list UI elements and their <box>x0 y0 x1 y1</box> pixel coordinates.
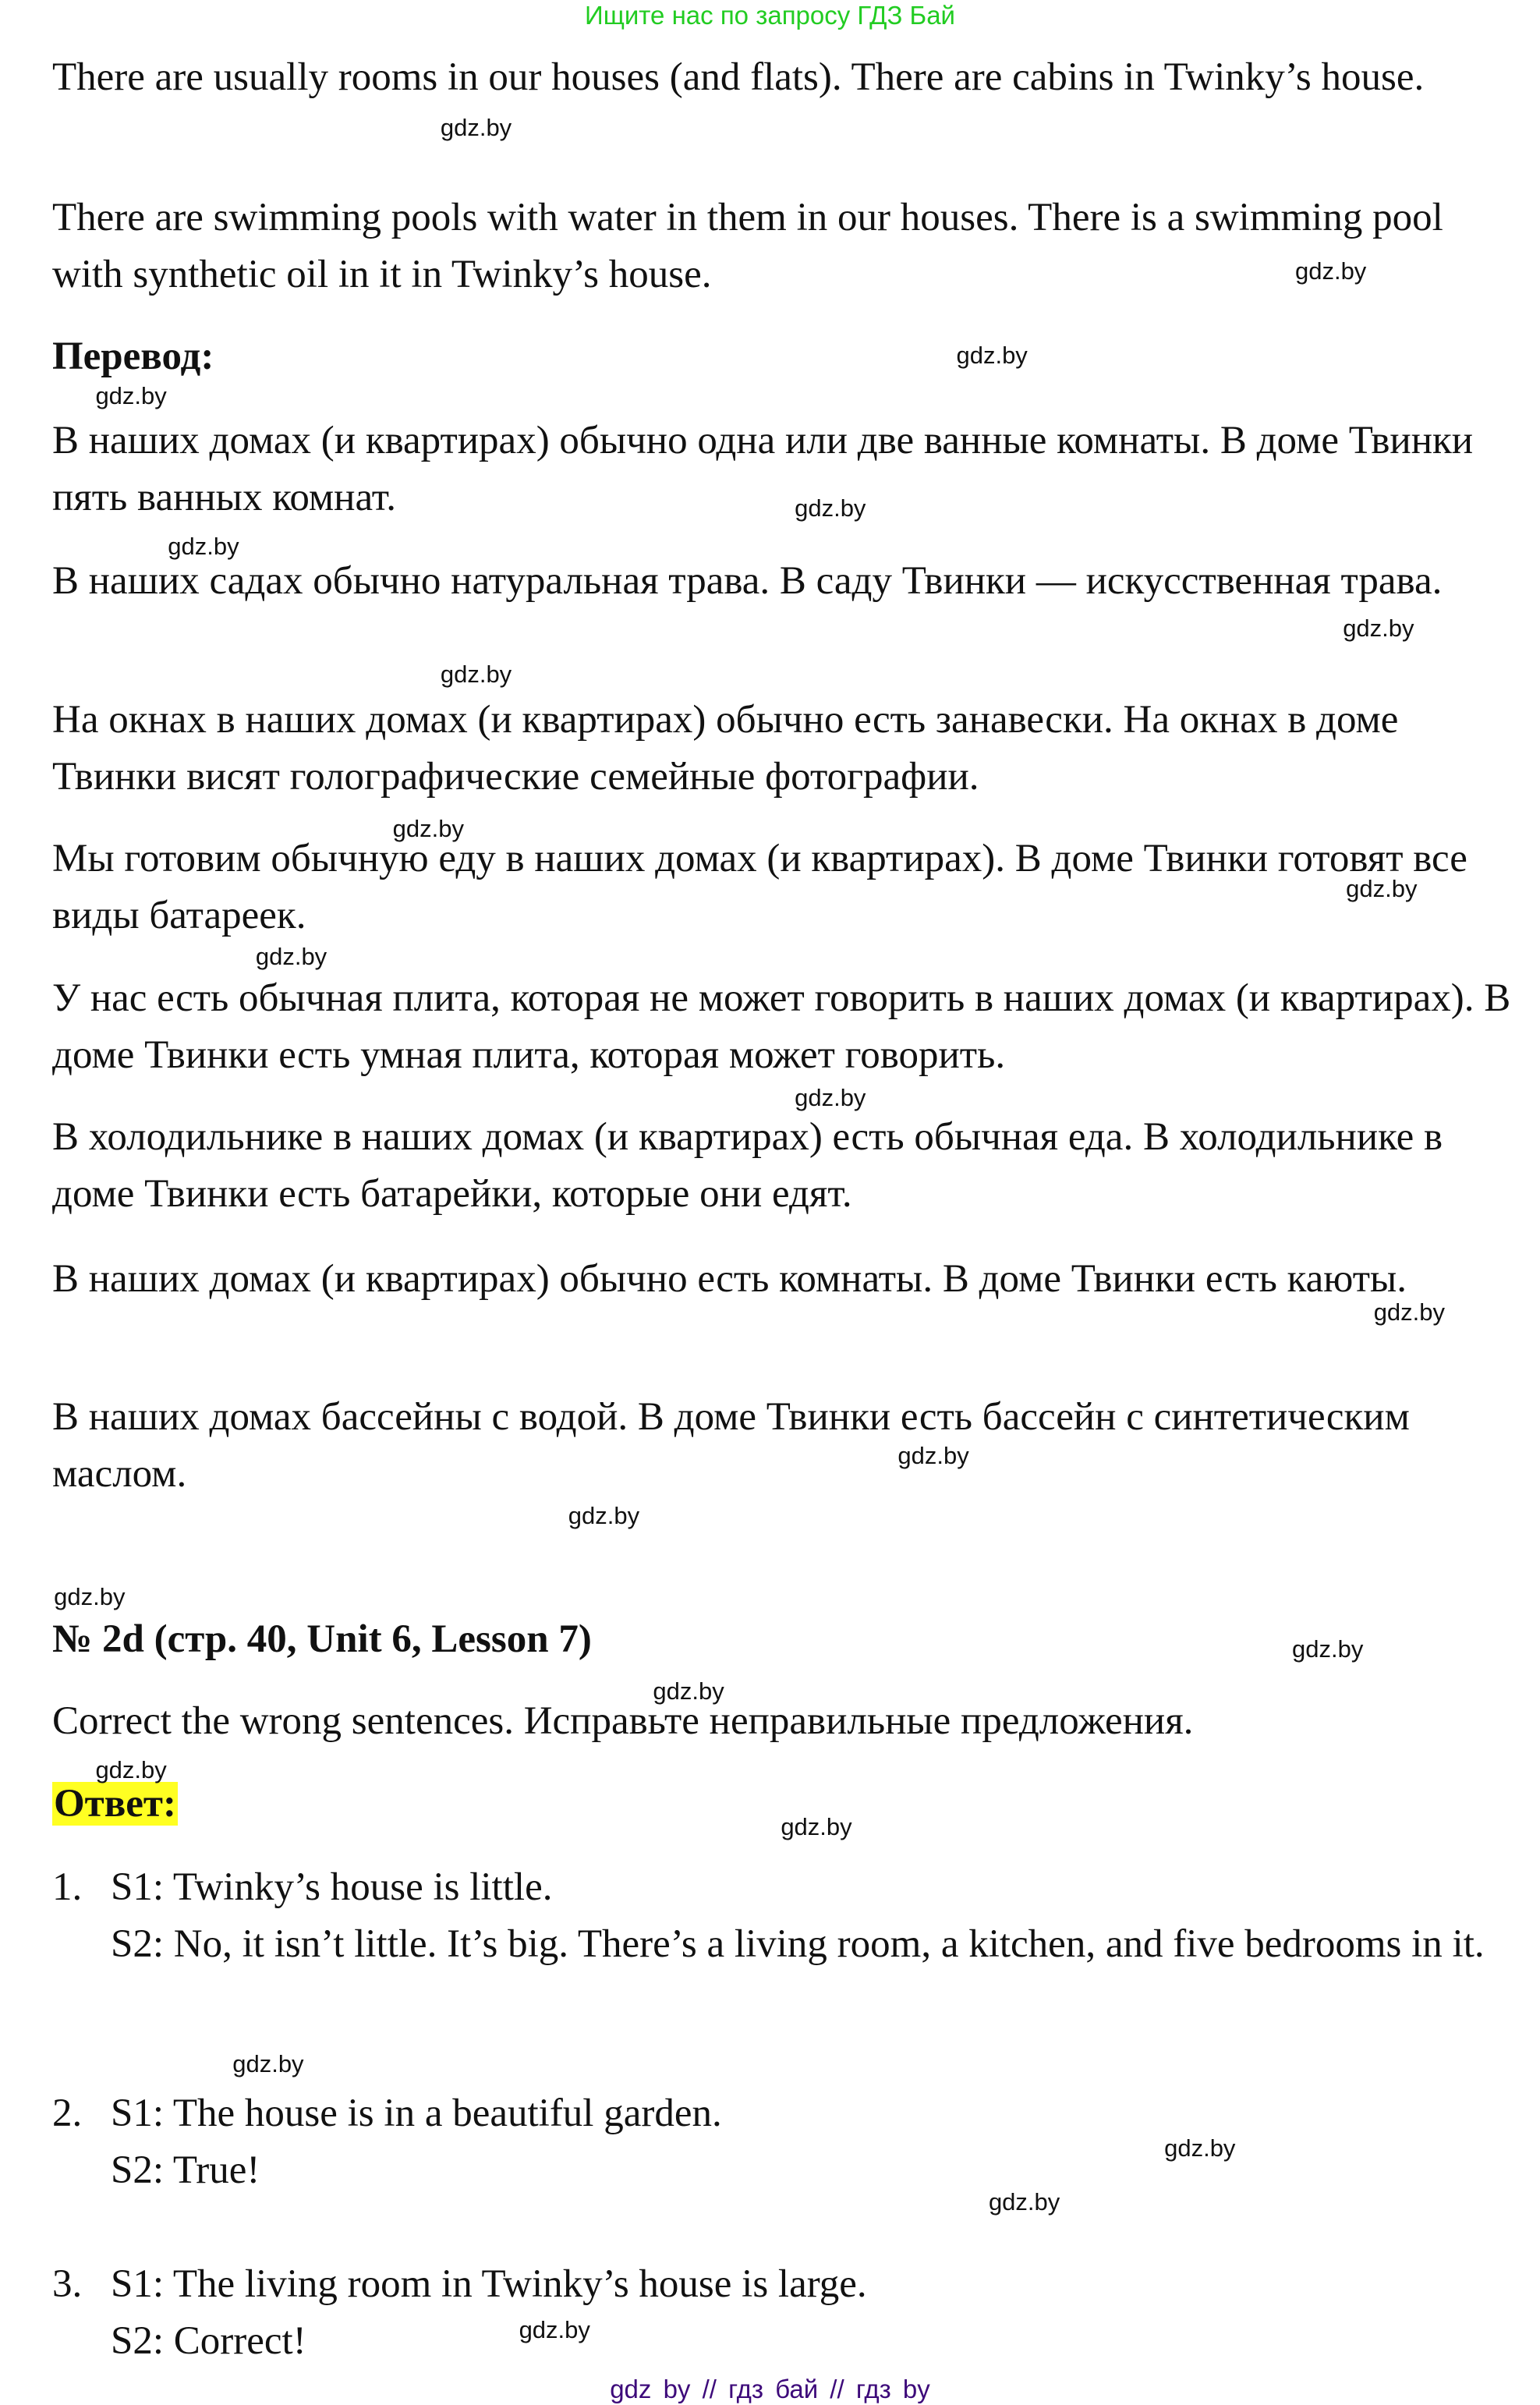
watermark: gdz.by <box>95 1755 167 1783</box>
watermark: gdz.by <box>95 381 167 409</box>
item-number: 1. <box>52 1865 83 1909</box>
item-s1: S1: The house is in a beautiful garden. <box>111 2092 722 2135</box>
translation-paragraph: Мы готовим обычную еду в наших домах (и квартирах). В доме Твинки готовят все виды батареек. <box>52 837 1467 937</box>
english-paragraph: There are swimming pools with water in them in our houses. There is a swimming pool with synthetic oil in it in Twinky’s house. <box>52 196 1443 296</box>
item-s1: S1: Twinky’s house is little. <box>111 1865 553 1909</box>
translation-paragraph: В наших домах (и квартирах) обычно одна или две ванные комнаты. В доме Твинки пять ванных комнат. <box>52 419 1474 519</box>
footer-links: gdz by // гдз бай // гдз by <box>610 2375 930 2403</box>
watermark: gdz.by <box>1346 874 1418 902</box>
watermark: gdz.by <box>1343 615 1414 643</box>
item-s1: S1: The living room in Twinky’s house is large. <box>111 2262 867 2306</box>
watermark: gdz.by <box>168 533 239 561</box>
translation-paragraph: В наших садах обычно натуральная трава. В саду Твинки — искусственная трава. <box>52 559 1443 603</box>
watermark: gdz.by <box>795 494 866 522</box>
watermark: gdz.by <box>653 1677 724 1705</box>
watermark: gdz.by <box>440 114 512 142</box>
watermark: gdz.by <box>781 1812 852 1840</box>
exercise-heading: № 2d (стр. 40, Unit 6, Lesson 7) <box>52 1617 592 1661</box>
answer-item <box>111 2256 1499 2370</box>
watermark: gdz.by <box>255 942 327 970</box>
translation-paragraph: У нас есть обычная плита, которая не может говорить в наших домах (и квартирах). В доме Твинки есть умная плита, которая может говорить. <box>52 976 1511 1077</box>
watermark: gdz.by <box>1164 2134 1236 2162</box>
watermark: gdz.by <box>1373 1298 1446 1326</box>
watermark: gdz.by <box>1292 1635 1364 1663</box>
answer-item <box>111 2085 1499 2199</box>
watermark: gdz.by <box>519 2316 590 2344</box>
watermark: gdz.by <box>988 2188 1060 2216</box>
search-banner: Ищите нас по запросу ГДЗ Бай <box>585 1 955 30</box>
item-s2: S2: Correct! <box>111 2319 306 2363</box>
translation-paragraph: На окнах в наших домах (и квартирах) обычно есть занавески. На окнах в доме Твинки висят голографические семейные фотографии. <box>52 698 1399 799</box>
translation-paragraph: В наших домах бассейны с водой. В доме Твинки есть бассейн с синтетическим маслом. <box>52 1395 1410 1496</box>
item-number: 2. <box>52 2092 83 2135</box>
item-s2: S2: No, it isn’t little. It’s big. There’s a living room, a kitchen, and five bedrooms in it. <box>111 1922 1485 1966</box>
item-s2: S2: True! <box>111 2148 260 2192</box>
item-number: 3. <box>52 2262 83 2306</box>
watermark: gdz.by <box>795 1084 866 1112</box>
watermark: gdz.by <box>54 1583 126 1611</box>
watermark: gdz.by <box>392 814 464 842</box>
exercise-instruction: Correct the wrong sentences. Исправьте неправильные предложения. <box>52 1699 1194 1743</box>
watermark: gdz.by <box>1294 257 1367 285</box>
watermark: gdz.by <box>440 661 512 689</box>
watermark: gdz.by <box>568 1501 640 1529</box>
watermark: gdz.by <box>956 342 1028 370</box>
english-paragraph: There are usually rooms in our houses (and flats). There are cabins in Twinky’s house. <box>52 55 1425 99</box>
watermark: gdz.by <box>897 1441 969 1469</box>
watermark: gdz.by <box>232 2049 304 2077</box>
answer-item <box>111 1859 1499 1973</box>
translation-heading: Перевод: <box>52 335 214 378</box>
translation-paragraph: В холодильнике в наших домах (и квартирах) есть обычная еда. В холодильнике в доме Твинки есть батарейки, которые они едят. <box>52 1115 1443 1216</box>
translation-paragraph: В наших домах (и квартирах) обычно есть комнаты. В доме Твинки есть каюты. <box>52 1257 1407 1301</box>
answer-label: Ответ: <box>54 1782 176 1826</box>
